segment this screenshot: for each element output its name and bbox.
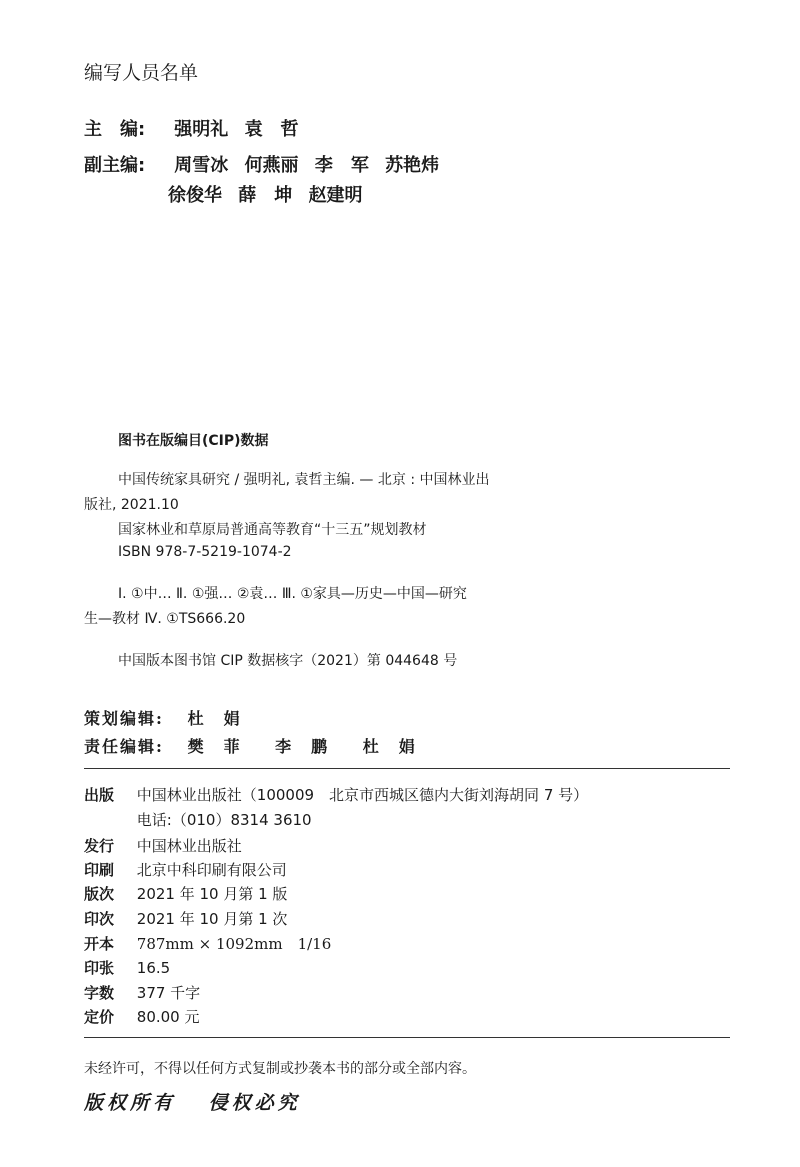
format-row <box>84 933 331 954</box>
planning-editor-row <box>84 706 268 729</box>
deputy-editor-names <box>174 155 449 176</box>
info-key: 发行 <box>84 837 115 855</box>
edition-row <box>84 883 287 904</box>
info-key: 定价 <box>84 1008 115 1026</box>
info-key: 出版 <box>84 786 115 804</box>
deputy-editor-name: 周雪冰 <box>174 155 229 176</box>
cip-line: 中国版本图书馆 CIP 数据核字（2021）第 044648 号 <box>118 653 458 669</box>
chief-editor-row <box>84 115 309 141</box>
deputy-editor-name: 何燕丽 <box>244 155 299 176</box>
responsible-editor-label: 责任编辑: <box>84 737 164 756</box>
deputy-editor-name: 赵建明 <box>308 185 363 206</box>
info-value: 北京中科印刷有限公司 <box>136 861 287 879</box>
info-value: 787mm × 1092mm 1/16 <box>136 935 332 953</box>
responsible-editor-name: 杜 娟 <box>362 737 417 756</box>
planning-editor-name: 杜 娟 <box>187 709 242 728</box>
info-value: 2021 年 10 月第 1 次 <box>136 910 288 928</box>
info-key: 版次 <box>84 885 115 903</box>
publisher-row <box>84 784 588 805</box>
copyright-notice: 未经许可，不得以任何方式复制或抄袭本书的部分或全部内容。 <box>84 1061 476 1077</box>
rights-text: 版权所有 <box>84 1092 177 1114</box>
info-key: 印刷 <box>84 861 115 879</box>
cip-title: 图书在版编目(CIP)数据 <box>118 433 269 449</box>
planning-editor-names <box>188 709 268 728</box>
deputy-editor-name: 徐俊华 <box>168 185 222 206</box>
info-value: 16.5 <box>136 959 171 977</box>
deputy-editor-row <box>84 151 449 177</box>
printer-row <box>84 859 287 880</box>
printing-row <box>84 908 287 929</box>
deputy-editor-name: 苏艳炜 <box>385 155 440 176</box>
info-key: 印张 <box>84 959 115 977</box>
price-row <box>84 1006 200 1027</box>
cip-line: 国家林业和草原局普通高等教育“十三五”规划教材 <box>118 522 427 538</box>
chief-editor-name: 袁 哲 <box>244 119 299 140</box>
responsible-editor-row <box>84 734 443 757</box>
chief-editor-names <box>174 119 308 140</box>
rights-statement <box>84 1088 323 1115</box>
responsible-editor-name: 李 鹏 <box>275 737 330 756</box>
info-value: 377 千字 <box>136 984 201 1002</box>
cip-line: ISBN 978-7-5219-1074-2 <box>118 544 292 560</box>
cip-line: Ⅰ. ①中… Ⅱ. ①强… ②袁… Ⅲ. ①家具—历史—中国—研究 <box>118 586 467 602</box>
cip-line: 生—教材 Ⅳ. ①TS666.20 <box>84 611 246 627</box>
responsible-editor-names <box>188 737 443 756</box>
divider-top <box>84 768 730 769</box>
info-value: 2021 年 10 月第 1 版 <box>136 885 288 903</box>
deputy-editor-name: 李 军 <box>314 155 369 176</box>
chief-editor-name: 强明礼 <box>174 119 229 140</box>
deputy-editor-name: 薛 坤 <box>238 185 293 206</box>
phone-row <box>84 809 312 830</box>
deputy-editor-row-2 <box>168 181 373 207</box>
info-key: 印次 <box>84 910 115 928</box>
cip-line: 版社, 2021.10 <box>84 497 179 513</box>
distributor-row <box>84 835 242 856</box>
page-title: 编写人员名单 <box>84 62 199 84</box>
info-key: 开本 <box>84 935 115 953</box>
info-value: 80.00 元 <box>136 1008 200 1026</box>
words-row <box>84 982 200 1003</box>
info-key: 字数 <box>84 984 115 1002</box>
info-value: 中国林业出版社（100009 北京市西城区德内大街刘海胡同 7 号） <box>136 786 589 804</box>
chief-editor-label: 主 编: <box>84 119 146 140</box>
divider-bottom <box>84 1037 730 1038</box>
planning-editor-label: 策划编辑: <box>84 709 164 728</box>
responsible-editor-name: 樊 菲 <box>187 737 242 756</box>
info-value: 电话:（010）8314 3610 <box>136 811 312 829</box>
sheets-row <box>84 957 170 978</box>
deputy-editor-label: 副主编: <box>84 155 146 176</box>
info-value: 中国林业出版社 <box>136 837 242 855</box>
cip-line: 中国传统家具研究 / 强明礼, 袁哲主编. — 北京 : 中国林业出 <box>118 472 490 488</box>
deputy-editor-names <box>168 185 373 206</box>
rights-text: 侵权必究 <box>208 1092 301 1114</box>
